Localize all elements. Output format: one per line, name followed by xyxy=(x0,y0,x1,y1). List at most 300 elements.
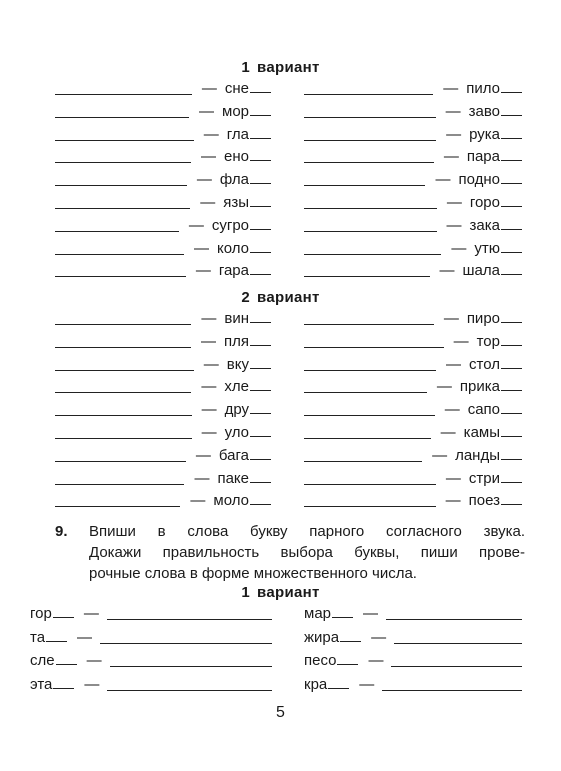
word-stem xyxy=(212,215,271,236)
exercise-row xyxy=(0,423,561,443)
word-stem xyxy=(220,169,271,190)
exercise-item-left xyxy=(55,125,271,145)
letter-blank[interactable] xyxy=(501,78,522,93)
letter-blank[interactable] xyxy=(328,674,349,689)
letter-blank[interactable] xyxy=(46,627,67,642)
exercise-item-right xyxy=(304,491,522,511)
word-stem xyxy=(458,169,522,190)
exercise-item-left xyxy=(55,193,271,213)
exercise-item-right xyxy=(304,79,522,99)
word-stem xyxy=(304,650,358,671)
answer-blank[interactable] xyxy=(55,470,184,485)
word-stem-text: коло xyxy=(216,239,249,257)
exercise-item-left xyxy=(55,446,271,466)
word-stem-text: пара xyxy=(466,148,500,166)
dash: — xyxy=(201,424,217,441)
exercise-item-left xyxy=(55,469,271,489)
letter-blank[interactable] xyxy=(250,124,271,139)
exercise-row xyxy=(0,102,561,122)
exercise-row xyxy=(0,147,561,167)
exercise-item-left xyxy=(30,604,272,624)
answer-blank[interactable] xyxy=(382,676,522,691)
dash: — xyxy=(432,446,448,464)
dash: — xyxy=(195,262,211,280)
dash: — xyxy=(193,239,209,257)
exercise-item-right xyxy=(304,193,522,213)
exercise-item-right xyxy=(304,332,522,352)
word-stem xyxy=(304,603,353,624)
exercise-row xyxy=(0,651,561,671)
word-stem-text: эта xyxy=(30,675,53,693)
word-stem xyxy=(468,399,522,420)
word-stem xyxy=(224,376,271,397)
word-stem xyxy=(224,331,271,352)
exercise-item-right xyxy=(304,239,522,259)
answer-blank[interactable] xyxy=(55,217,179,232)
word-stem-text: гор xyxy=(30,605,52,622)
exercise-item-right xyxy=(304,651,522,671)
dash: — xyxy=(440,424,456,441)
dash: — xyxy=(446,355,462,373)
word-stem-text: стол xyxy=(469,355,500,373)
exercise-item-left xyxy=(55,355,271,375)
dash: — xyxy=(446,125,462,143)
word-stem xyxy=(224,308,271,329)
word-stem-text: пля xyxy=(224,332,249,350)
variant-number: 1 xyxy=(241,59,251,76)
exercise-row xyxy=(0,309,561,329)
task-number: 9. xyxy=(55,523,68,540)
exercise-item-left xyxy=(55,102,271,122)
exercise-item-right xyxy=(304,377,522,397)
word-stem xyxy=(460,376,522,397)
word-stem-text: зака xyxy=(469,216,500,234)
word-stem-text: тор xyxy=(476,332,500,350)
letter-blank[interactable] xyxy=(250,422,271,437)
exercise-item-left xyxy=(55,216,271,236)
answer-blank[interactable] xyxy=(107,676,272,691)
dash: — xyxy=(371,628,387,646)
dash: — xyxy=(446,216,462,234)
answer-blank[interactable] xyxy=(55,310,191,325)
word-stem xyxy=(469,354,522,375)
word-stem xyxy=(470,192,522,213)
exercise-item-right xyxy=(304,469,522,489)
answer-blank[interactable] xyxy=(55,401,192,416)
exercise-row xyxy=(0,355,561,375)
exercise-item-right xyxy=(304,309,522,329)
letter-blank[interactable] xyxy=(250,78,271,93)
exercise-row xyxy=(0,604,561,624)
letter-blank[interactable] xyxy=(501,490,522,505)
answer-blank[interactable] xyxy=(304,424,431,439)
letter-blank[interactable] xyxy=(332,603,353,618)
word-stem-text: пило xyxy=(466,80,500,97)
letter-blank[interactable] xyxy=(501,399,522,414)
letter-blank[interactable] xyxy=(501,169,522,184)
word-stem xyxy=(227,354,271,375)
word-stem-text: та xyxy=(30,628,46,646)
answer-blank[interactable] xyxy=(55,424,192,439)
word-stem-text: сапо xyxy=(467,401,500,419)
exercise-item-right xyxy=(304,102,522,122)
exercise-item-left xyxy=(55,261,271,281)
word-stem xyxy=(225,399,271,420)
word-stem xyxy=(30,674,74,695)
dash: — xyxy=(368,652,384,669)
word-stem-text: жира xyxy=(304,628,340,646)
word-stem xyxy=(467,146,522,167)
word-stem xyxy=(469,124,522,145)
dash: — xyxy=(435,171,451,189)
exercise-row xyxy=(0,125,561,145)
word-stem-text: шала xyxy=(462,262,500,280)
letter-blank[interactable] xyxy=(250,468,271,483)
answer-blank[interactable] xyxy=(55,148,191,163)
word-stem-text: вку xyxy=(226,355,249,373)
word-stem xyxy=(304,627,361,648)
word-stem-text: паке xyxy=(217,469,249,487)
exercise-row xyxy=(0,469,561,489)
word-stem xyxy=(469,101,522,122)
dash: — xyxy=(444,401,460,419)
answer-blank[interactable] xyxy=(55,492,180,507)
word-stem xyxy=(217,238,271,259)
exercise-item-left xyxy=(55,491,271,511)
answer-blank[interactable] xyxy=(55,356,194,371)
word-stem-text: сугро xyxy=(211,216,249,234)
dash: — xyxy=(445,102,461,120)
dash: — xyxy=(359,675,375,693)
dash: — xyxy=(446,194,462,211)
exercise-row xyxy=(0,216,561,236)
answer-blank[interactable] xyxy=(304,148,434,163)
answer-blank[interactable] xyxy=(304,333,444,348)
answer-blank[interactable] xyxy=(304,492,436,507)
dash: — xyxy=(439,262,455,280)
word-stem-text: фла xyxy=(219,171,249,189)
dash: — xyxy=(190,492,206,510)
letter-blank[interactable] xyxy=(56,650,77,665)
answer-blank[interactable] xyxy=(55,80,192,95)
answer-blank[interactable] xyxy=(394,629,522,644)
word-stem-text: песо xyxy=(304,652,337,669)
dash: — xyxy=(445,492,461,510)
word-stem xyxy=(225,422,271,443)
letter-blank[interactable] xyxy=(250,308,271,323)
word-stem xyxy=(213,490,271,511)
word-stem-text: гара xyxy=(218,262,249,280)
dash: — xyxy=(201,310,217,327)
dash: — xyxy=(203,355,219,373)
dash: — xyxy=(451,239,467,257)
exercise-item-right xyxy=(304,675,522,695)
answer-blank[interactable] xyxy=(55,333,191,348)
letter-blank[interactable] xyxy=(501,308,522,323)
letter-blank[interactable] xyxy=(250,101,271,116)
letter-blank[interactable] xyxy=(501,215,522,230)
answer-blank[interactable] xyxy=(304,126,436,141)
dash: — xyxy=(443,80,459,97)
dash: — xyxy=(196,171,212,189)
letter-blank[interactable] xyxy=(250,260,271,275)
exercise-item-right xyxy=(304,400,522,420)
word-stem xyxy=(224,146,271,167)
exercise-item-left xyxy=(55,79,271,99)
letter-blank[interactable] xyxy=(250,445,271,460)
word-stem-text: язы xyxy=(223,194,249,211)
dash: — xyxy=(77,628,93,646)
exercise-item-right xyxy=(304,125,522,145)
letter-blank[interactable] xyxy=(501,468,522,483)
word-stem xyxy=(30,627,67,648)
exercise-item-right xyxy=(304,423,522,443)
word-stem-text: подно xyxy=(458,171,500,189)
word-stem-text: горо xyxy=(469,194,500,211)
answer-blank[interactable] xyxy=(304,262,430,277)
word-stem-text: мар xyxy=(304,605,331,622)
exercise-item-left xyxy=(55,309,271,329)
word-stem xyxy=(223,192,271,213)
word-stem-text: гла xyxy=(226,125,249,143)
letter-blank[interactable] xyxy=(250,490,271,505)
answer-blank[interactable] xyxy=(304,194,437,209)
answer-blank[interactable] xyxy=(304,103,436,118)
variant-number: 2 xyxy=(241,289,251,306)
answer-blank[interactable] xyxy=(107,605,272,620)
exercise-item-left xyxy=(55,170,271,190)
word-stem xyxy=(470,215,522,236)
answer-blank[interactable] xyxy=(110,652,272,667)
exercise-row xyxy=(0,446,561,466)
letter-blank[interactable] xyxy=(250,169,271,184)
dash: — xyxy=(201,332,216,350)
answer-blank[interactable] xyxy=(304,217,437,232)
letter-blank[interactable] xyxy=(501,124,522,139)
word-stem-text: утю xyxy=(474,239,500,257)
letter-blank[interactable] xyxy=(501,445,522,460)
exercise-item-right xyxy=(304,604,522,624)
page-number: 5 xyxy=(276,704,285,721)
letter-blank[interactable] xyxy=(501,238,522,253)
word-stem-text: уло xyxy=(224,424,249,441)
dash: — xyxy=(203,125,219,143)
exercise-row xyxy=(0,377,561,397)
word-stem-text: моло xyxy=(213,492,249,510)
answer-blank[interactable] xyxy=(304,447,422,462)
word-stem-text: рука xyxy=(469,125,500,143)
word-stem xyxy=(219,445,271,466)
dash: — xyxy=(201,80,217,97)
variant-label: вариант xyxy=(257,584,320,601)
answer-blank[interactable] xyxy=(386,605,522,620)
dash: — xyxy=(199,102,214,120)
variant-label: вариант xyxy=(257,59,320,76)
word-stem xyxy=(477,331,522,352)
word-stem xyxy=(217,468,271,489)
dash: — xyxy=(188,216,204,234)
word-stem xyxy=(219,260,271,281)
answer-blank[interactable] xyxy=(55,103,189,118)
word-stem xyxy=(225,78,271,99)
word-stem xyxy=(455,445,522,466)
variant-2-heading xyxy=(0,289,561,306)
exercise-row xyxy=(0,239,561,259)
word-stem-text: бага xyxy=(218,446,249,464)
task-9 xyxy=(55,521,525,584)
dash: — xyxy=(453,332,469,350)
answer-blank[interactable] xyxy=(55,194,190,209)
letter-blank[interactable] xyxy=(250,192,271,207)
word-stem-text: вин xyxy=(224,310,249,327)
dash: — xyxy=(201,148,217,166)
word-stem-text: заво xyxy=(468,102,500,120)
exercise-item-left xyxy=(30,675,272,695)
dash: — xyxy=(443,310,459,327)
exercise-row xyxy=(0,491,561,511)
dash: — xyxy=(83,605,99,622)
word-stem xyxy=(466,78,522,99)
exercise-item-left xyxy=(30,651,272,671)
exercise-item-right xyxy=(304,355,522,375)
exercise-item-right xyxy=(304,147,522,167)
letter-blank[interactable] xyxy=(501,376,522,391)
answer-blank[interactable] xyxy=(55,262,186,277)
answer-blank[interactable] xyxy=(55,447,186,462)
word-stem-text: ланды xyxy=(455,446,500,464)
variant-1-heading-task9 xyxy=(0,584,561,601)
word-stem-text: стри xyxy=(468,469,500,487)
letter-blank[interactable] xyxy=(501,146,522,161)
exercise-item-left xyxy=(55,400,271,420)
letter-blank[interactable] xyxy=(501,101,522,116)
exercise-row xyxy=(0,261,561,281)
word-stem xyxy=(227,124,271,145)
letter-blank[interactable] xyxy=(250,331,271,346)
letter-blank[interactable] xyxy=(250,376,271,391)
letter-blank[interactable] xyxy=(337,650,358,665)
exercise-item-right xyxy=(304,170,522,190)
letter-blank[interactable] xyxy=(250,238,271,253)
answer-blank[interactable] xyxy=(304,356,436,371)
dash: — xyxy=(445,469,461,487)
answer-blank[interactable] xyxy=(304,80,433,95)
letter-blank[interactable] xyxy=(250,146,271,161)
exercise-item-left xyxy=(55,147,271,167)
answer-blank[interactable] xyxy=(304,470,436,485)
dash: — xyxy=(84,675,100,693)
dash: — xyxy=(363,605,378,622)
word-stem-text: камы xyxy=(463,424,500,441)
word-stem xyxy=(30,603,74,624)
answer-blank[interactable] xyxy=(55,378,191,393)
word-stem-text: пиро xyxy=(466,310,500,327)
word-stem xyxy=(467,308,522,329)
word-stem-text: поез xyxy=(468,492,500,510)
exercise-row xyxy=(0,79,561,99)
letter-blank[interactable] xyxy=(340,627,361,642)
dash: — xyxy=(200,194,216,211)
word-stem xyxy=(463,260,522,281)
exercise-item-right xyxy=(304,446,522,466)
answer-blank[interactable] xyxy=(304,401,435,416)
letter-blank[interactable] xyxy=(501,354,522,369)
answer-blank[interactable] xyxy=(391,652,522,667)
letter-blank[interactable] xyxy=(501,422,522,437)
answer-blank[interactable] xyxy=(304,378,427,393)
letter-blank[interactable] xyxy=(501,260,522,275)
exercise-item-left xyxy=(30,628,272,648)
letter-blank[interactable] xyxy=(250,354,271,369)
word-stem xyxy=(474,238,522,259)
dash: — xyxy=(436,378,452,396)
letter-blank[interactable] xyxy=(250,399,271,414)
dash: — xyxy=(201,378,217,396)
word-stem-text: прика xyxy=(459,378,500,396)
word-stem xyxy=(304,674,349,695)
answer-blank[interactable] xyxy=(55,126,194,141)
word-stem-text: мор xyxy=(222,102,249,120)
exercise-item-left xyxy=(55,332,271,352)
dash: — xyxy=(195,446,211,464)
word-stem xyxy=(469,490,522,511)
task-line: Впиши в слова букву парного согласного звука. xyxy=(89,523,525,540)
exercise-item-right xyxy=(304,261,522,281)
exercise-row xyxy=(0,193,561,213)
word-stem xyxy=(222,101,271,122)
word-stem-text: сле xyxy=(30,652,55,669)
word-stem xyxy=(469,468,522,489)
word-stem-text: сне xyxy=(224,80,249,97)
variant-label: вариант xyxy=(257,289,320,306)
exercise-item-right xyxy=(304,216,522,236)
answer-blank[interactable] xyxy=(304,310,434,325)
answer-blank[interactable] xyxy=(55,240,184,255)
word-stem-text: дру xyxy=(224,401,249,419)
letter-blank[interactable] xyxy=(250,215,271,230)
word-stem xyxy=(464,422,522,443)
exercise-item-right xyxy=(304,628,522,648)
word-stem-text: хле xyxy=(224,378,249,396)
exercise-item-left xyxy=(55,423,271,443)
answer-blank[interactable] xyxy=(55,171,187,186)
exercise-row xyxy=(0,170,561,190)
exercise-row xyxy=(0,400,561,420)
word-stem-text: кра xyxy=(304,675,328,693)
answer-blank[interactable] xyxy=(304,240,441,255)
exercise-row xyxy=(0,332,561,352)
letter-blank[interactable] xyxy=(501,192,522,207)
dash: — xyxy=(443,148,459,166)
letter-blank[interactable] xyxy=(53,674,74,689)
answer-blank[interactable] xyxy=(100,629,272,644)
letter-blank[interactable] xyxy=(53,603,74,618)
word-stem-text: ено xyxy=(224,148,249,166)
exercise-item-left xyxy=(55,377,271,397)
variant-number: 1 xyxy=(241,584,251,601)
dash: — xyxy=(86,652,102,669)
letter-blank[interactable] xyxy=(501,331,522,346)
answer-blank[interactable] xyxy=(304,171,425,186)
task-line: Докажи правильность выбора буквы, пиши прове- xyxy=(89,544,525,561)
variant-1-heading xyxy=(0,59,561,76)
exercise-row xyxy=(0,628,561,648)
word-stem xyxy=(30,650,77,671)
task-line: рочные слова в форме множественного числа. xyxy=(89,565,417,582)
exercise-row xyxy=(0,675,561,695)
dash: — xyxy=(194,469,210,487)
dash: — xyxy=(201,401,217,419)
